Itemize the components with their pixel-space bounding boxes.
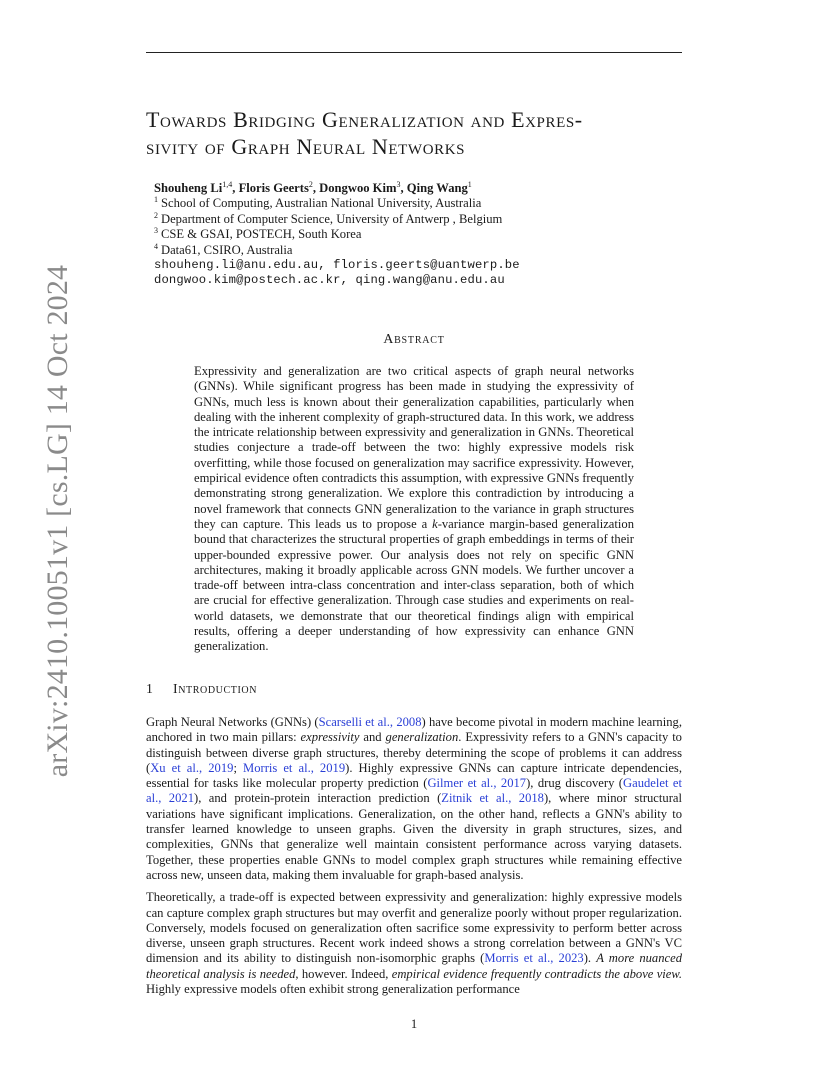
paper-title bbox=[146, 106, 706, 160]
author-name: Floris Geerts bbox=[238, 181, 309, 195]
affiliation: $^1$ School of Computing, Australian National University, Australia bbox=[154, 195, 482, 211]
author-block bbox=[154, 181, 714, 289]
email-line: shouheng.li@anu.edu.au, floris.geerts@uantwerp.be bbox=[154, 258, 520, 273]
author-name: Shouheng Li bbox=[154, 181, 223, 195]
author-name: Qing Wang bbox=[406, 181, 468, 195]
citation-link[interactable]: Morris et al., 2019 bbox=[243, 760, 346, 775]
arxiv-identifier: arXiv:2410.10051v1 [cs.LG] 14 Oct 2024 bbox=[41, 264, 74, 778]
paragraph: Graph Neural Networks (GNNs) (Scarselli et al., 2008) have become pivotal in modern machine learning, anchored in two main pillars: expressivity and generalization. Expressivity refers to a GNN's capacity to distinguish between diverse graph structures, thereby determining the scope of problems it can address (Xu et al., 2019; Morris et al., 2019). Highly expressive GNNs can capture intricate dependencies, essential for tasks like molecular property prediction (Gilmer et al., 2017), drug discovery (Gaudelet et al., 2021), and protein-protein interaction prediction (Zitnik et al., 2018), where minor structural variations have significant implications. Generalization, on the other hand, reflects a GNN's ability to transfer learned knowledge to unseen graphs. Given the diversity in graph structures, sizes, and complexities, GNNs that generalize well maintain consistent performance across varying datasets. Together, these properties enable GNNs to model complex graph structures while remaining effective across new, unseen data, making them invaluable for graph-based analysis. bbox=[146, 715, 682, 882]
author-affil: 1,4 bbox=[222, 180, 233, 189]
abstract-text: Expressivity and generalization are two critical aspects of graph neural networks (GNNs). While significant progress has been made in studying the expressivity of GNNs, much less is known about their generalization capabilities, particularly when dealing with the inherent complexity of graph-structured data. In this work, we address the intricate relationship between expressivity and generalization in GNNs. Theoretical studies conjecture a trade-off between the two: highly expressive models risk overfitting, while those focused on generalization may sacrifice expressivity. However, empirical evidence often contradicts this assumption, with expressive GNNs frequently demonstrating strong generalization. We explore this contradiction by introducing a novel framework that connects GNN generalization to the variance in graph structures they can capture. This leads us to propose a k-variance margin-based generalization bound that characterizes the structural properties of graph embeddings in terms of their upper-bounded expressive power. Our analysis does not rely on specific GNN architectures, making it broadly applicable across GNN models. We further uncover a trade-off between intra-class concentration and inter-class separation, both of which are crucial for effective generalization. Through case studies and experiments on real-world datasets, we demonstrate that our theoretical findings align with empirical results, offering a deeper understanding of how expressivity can enhance GNN generalization. bbox=[194, 364, 634, 654]
citation-link[interactable]: Morris et al., 2023 bbox=[484, 951, 584, 966]
affiliation: $^3$ CSE & GSAI, POSTECH, South Korea bbox=[154, 226, 362, 242]
introduction-body bbox=[146, 715, 682, 1004]
section-number: 1 bbox=[146, 681, 154, 696]
section-heading-introduction bbox=[146, 681, 257, 697]
section-title: Introduction bbox=[173, 681, 258, 696]
title-line-2: sivity of Graph Neural Networks bbox=[146, 134, 466, 159]
author-affil: 3 bbox=[396, 180, 401, 189]
affiliation: $^2$ Department of Computer Science, University of Antwerp , Belgium bbox=[154, 210, 503, 226]
page-number: 1 bbox=[410, 1017, 418, 1031]
citation-link[interactable]: Xu et al., 2019 bbox=[150, 760, 234, 775]
title-line-1: Towards Bridging Generalization and Expres- bbox=[146, 107, 583, 132]
paragraph: Theoretically, a trade-off is expected between expressivity and generalization: highly expressive models can capture complex graph structures but may overfit and generalize poorly without proper regularization. Conversely, models focused on generalization often sacrifice some expressivity to perform better across diverse, unseen graph structures. Recent work indeed shows a strong correlation between a GNN's VC dimension and its ability to distinguish non-isomorphic graphs (Morris et al., 2023). A more nuanced theoretical analysis is needed, however. Indeed, empirical evidence frequently contradicts the above view. Highly expressive models often exhibit strong generalization performance bbox=[146, 890, 683, 997]
affiliation: $^4$ Data61, CSIRO, Australia bbox=[154, 241, 293, 257]
citation-link[interactable]: Zitnik et al., 2018 bbox=[441, 791, 544, 806]
citation-link[interactable]: Scarselli et al., 2008 bbox=[318, 715, 422, 729]
citation-link[interactable]: Gilmer et al., 2017 bbox=[427, 776, 527, 791]
abstract-heading: Abstract bbox=[383, 331, 445, 346]
email-line: dongwoo.kim@postech.ac.kr, qing.wang@anu.edu.au bbox=[154, 273, 505, 288]
citation-link[interactable]: Gaudelet et al., 2021 bbox=[146, 776, 682, 806]
author-list: Shouheng Li$^{1,4}$, Floris Geerts$^2$, Dongwoo Kim$^3$, Qing Wang$^1$ bbox=[154, 180, 472, 195]
author-affil: 1 bbox=[467, 180, 472, 189]
author-affil: 2 bbox=[308, 180, 313, 189]
top-rule bbox=[146, 52, 682, 53]
author-name: Dongwoo Kim bbox=[319, 181, 397, 195]
